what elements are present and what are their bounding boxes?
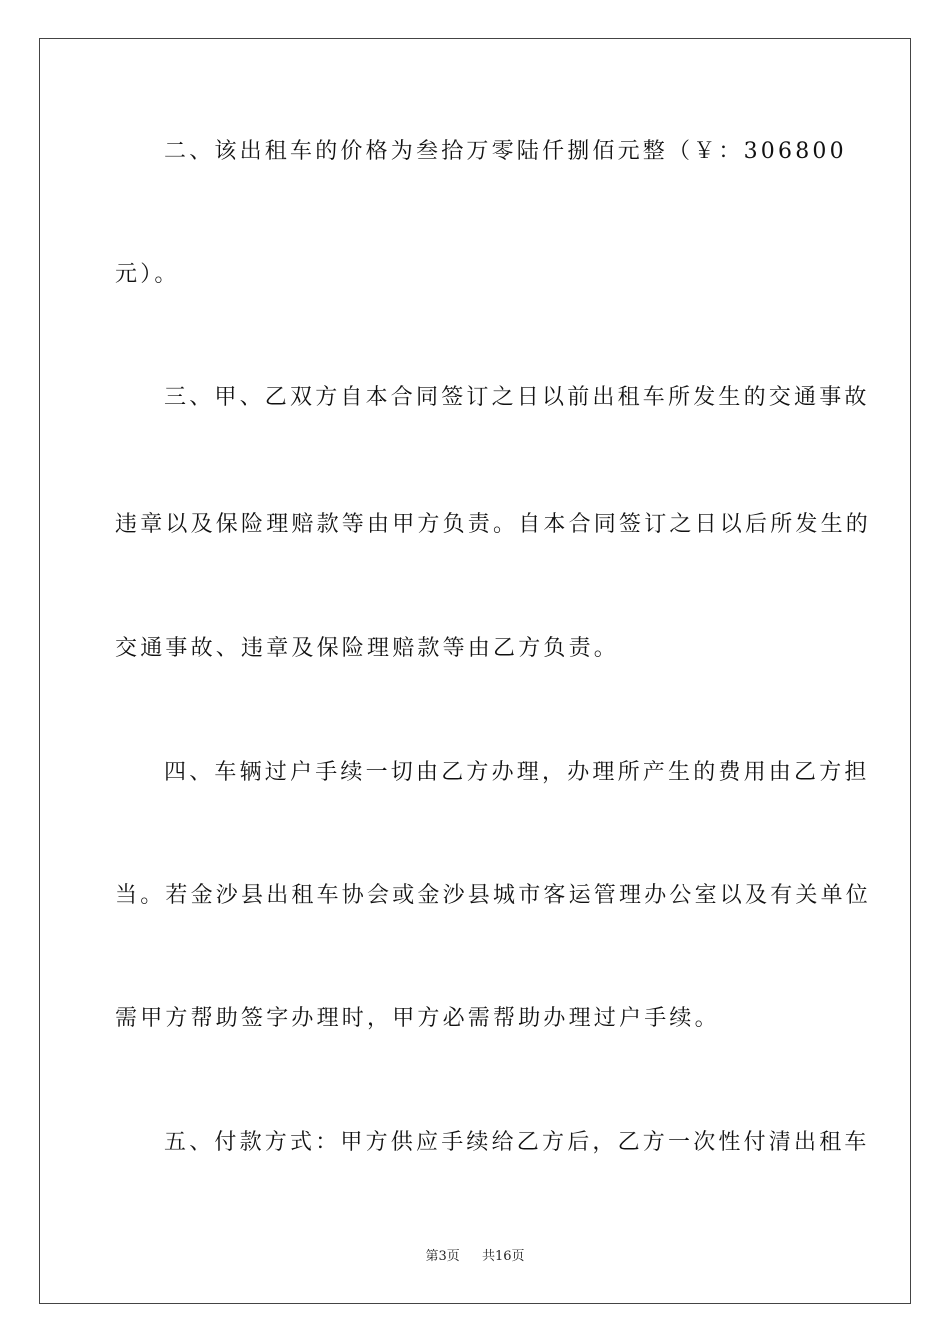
paragraph-5-line-1: 五、付款方式：甲方供应手续给乙方后，乙方一次性付清出租车 xyxy=(164,1130,870,1155)
paragraph-3-line-3: 交通事故、违章及保险理赔款等由乙方负责。 xyxy=(115,636,620,661)
page-number-current: 第3页 xyxy=(425,1249,460,1264)
paragraph-3-line-1: 三、甲、乙双方自本合同签订之日以前出租车所发生的交通事故 xyxy=(164,385,870,410)
paragraph-4-line-3: 需甲方帮助签字办理时，甲方必需帮助办理过户手续。 xyxy=(115,1006,720,1031)
paragraph-2-line-1: 二、该出租车的价格为叁拾万零陆仟捌佰元整（￥：306800 xyxy=(164,139,847,164)
page-number-total: 共16页 xyxy=(482,1249,525,1264)
page-footer xyxy=(0,1248,950,1266)
page-border xyxy=(39,38,911,1304)
paragraph-3-line-2: 违章以及保险理赔款等由甲方负责。自本合同签订之日以后所发生的 xyxy=(115,512,872,537)
paragraph-4-line-1: 四、车辆过户手续一切由乙方办理，办理所产生的费用由乙方担 xyxy=(164,760,870,785)
paragraph-4-line-2: 当。若金沙县出租车协会或金沙县城市客运管理办公室以及有关单位 xyxy=(115,883,872,908)
paragraph-2-line-2: 元）。 xyxy=(115,262,180,287)
